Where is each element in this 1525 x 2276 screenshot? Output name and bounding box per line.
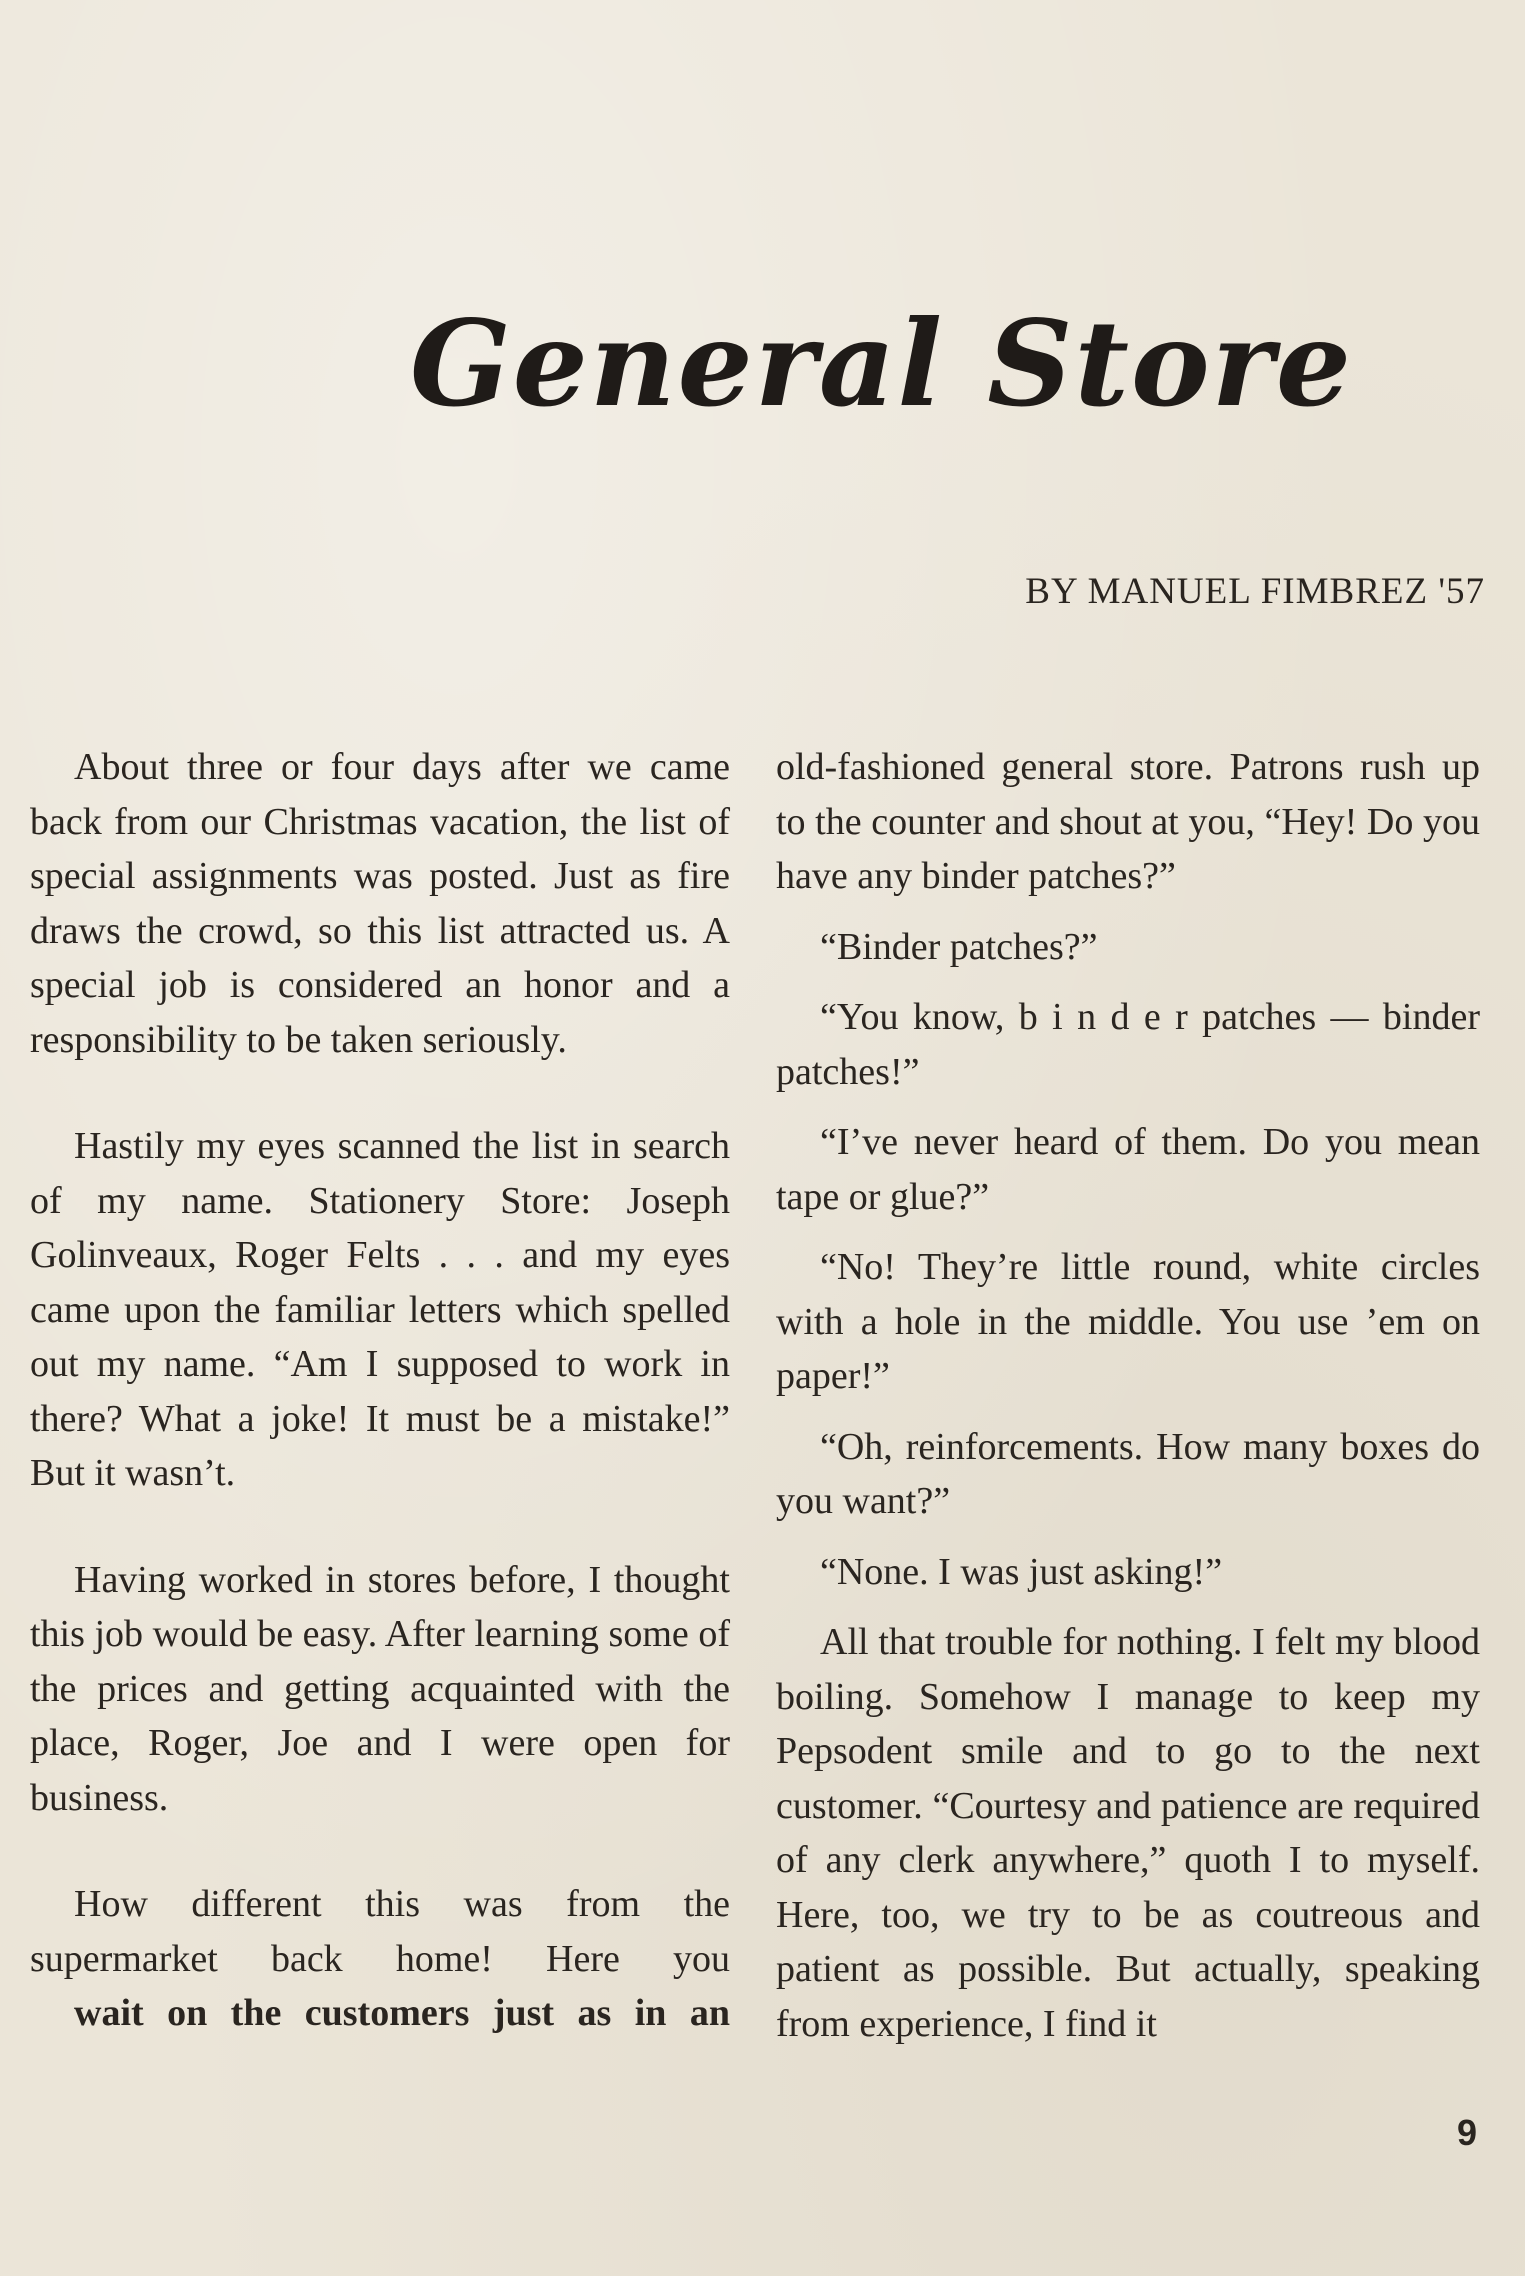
right-column	[776, 740, 1480, 2051]
script-title-graphic	[400, 280, 1353, 450]
dialogue-line: “Oh, reinforcements. How many boxes do you want?”	[776, 1425, 1480, 1522]
dialogue-line: “You know, b i n d e r patches — binder patches!”	[776, 996, 1480, 1093]
paragraph: Having worked in stores before, I thought this job would be easy. After learning some of the prices and getting acquainted with the place, Roger, Joe and I were open for business.	[30, 1558, 730, 1819]
paragraph-continuation: wait on the customers just as in an	[74, 1992, 730, 2034]
dialogue-line: “Binder patches?”	[820, 925, 1098, 968]
paragraph: About three or four days after we came back from our Christmas vacation, the list of special assignments was posted. Just as fire draws the crowd, so this list attracted us. A special job is considered an honor and a responsibility to be taken seriously.	[30, 746, 730, 1061]
paragraph: All that trouble for nothing. I felt my blood boiling. Somehow I manage to keep my Pepsodent smile and to go to the next customer. “Courtesy and patience are required of any clerk anywhere,” quoth I to myself. Here, too, we try to be as coutreous and patient as possible. But actually, speaking from experience, I find it	[776, 1621, 1480, 2045]
dialogue-line: “None. I was just asking!”	[820, 1550, 1223, 1593]
paragraph: old-fashioned general store. Patrons rush up to the counter and shout at you, “Hey! Do you have any binder patches?”	[776, 746, 1480, 897]
page-number: 9	[1456, 2112, 1477, 2153]
author-byline: BY MANUEL FIMBREZ '57	[1025, 571, 1485, 612]
dialogue-line: “I’ve never heard of them. Do you mean tape or glue?”	[776, 1121, 1480, 1218]
paragraph: Hastily my eyes scanned the list in search of my name. Stationery Store: Joseph Golinveaux, Roger Felts . . . and my eyes came upon the familiar letters which spelled out my name. “Am I supposed to work in there? What a joke! It must be a mistake!” But it wasn’t.	[30, 1125, 730, 1494]
article-title	[400, 280, 1353, 450]
dialogue-line: “No! They’re little round, white circles with a hole in the middle. You use ’em on paper!”	[776, 1246, 1480, 1397]
left-column	[30, 740, 730, 2041]
title-text: General Store	[410, 294, 1353, 433]
paragraph: How different this was from the supermarket back home! Here you	[30, 1883, 730, 1980]
